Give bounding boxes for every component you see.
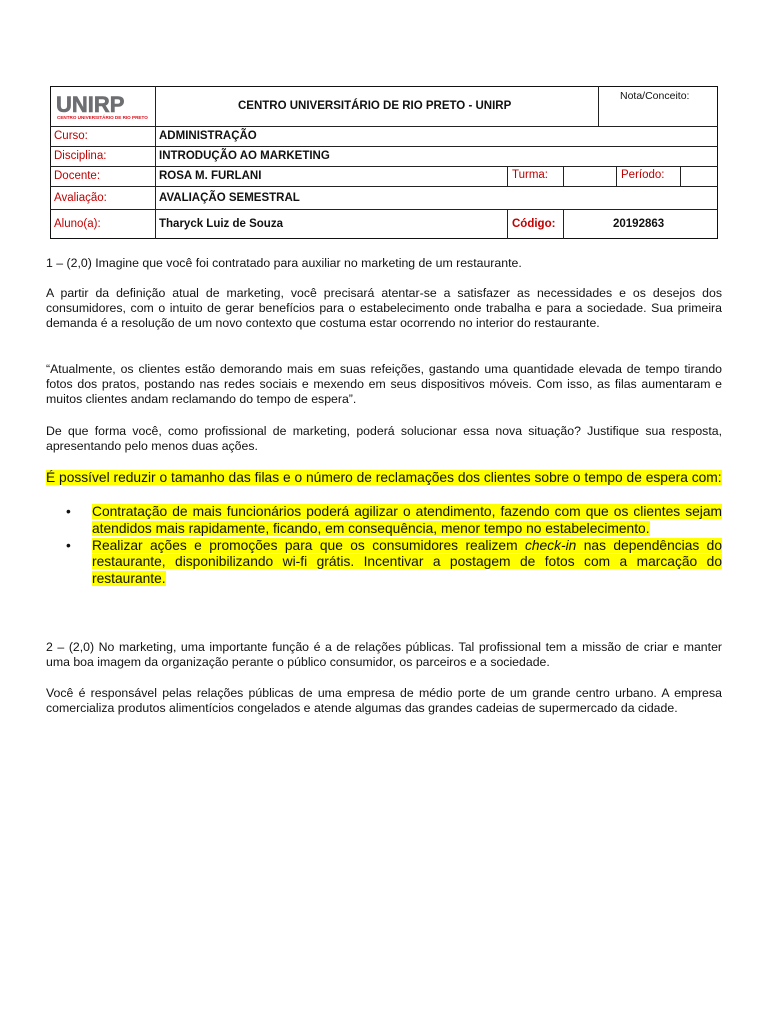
bullet-icon: • <box>66 537 71 553</box>
discipline-label: Disciplina: <box>54 150 107 162</box>
answer-bullet-1: Contratação de mais funcionários poderá agilizar o atendimento, fazendo com que os clientes sejam atendidos mais rapidamente, ficando, em consequência, menor tempo no estabelecimento. <box>92 504 722 536</box>
header-rule <box>50 146 718 147</box>
logo-subtext: CENTRO UNIVERSITÁRIO DE RIO PRETO <box>57 115 148 120</box>
header-rule <box>616 166 617 186</box>
teacher-label: Docente: <box>54 170 101 182</box>
evaluation-label: Avaliação: <box>54 192 107 204</box>
q1-prompt: 1 – (2,0) Imagine que você foi contratado para auxiliar no marketing de um restaurante. <box>46 256 522 270</box>
answer-bullet-2-post: nas dependências do restaurante, disponibilizando wi-fi grátis. Incentivar a postagem de fotos com a marcação do restaurante. <box>92 537 723 587</box>
answer-list <box>46 504 722 588</box>
course-value: ADMINISTRAÇÃO <box>159 130 257 142</box>
header-rule <box>50 186 718 187</box>
header-rule <box>50 126 718 127</box>
student-label: Aluno(a): <box>54 218 101 230</box>
q1-question: De que forma você, como profissional de marketing, poderá solucionar essa nova situação? Justifique sua resposta, apresentando pelo menos duas ações. <box>46 424 722 454</box>
header-rule <box>50 166 718 167</box>
grade-label: Nota/Conceito: <box>620 90 690 102</box>
header-rule <box>155 86 156 239</box>
header-rule <box>563 166 564 186</box>
student-value: Tharyck Luiz de Souza <box>159 218 283 230</box>
answer-intro-text: É possível reduzir o tamanho das filas e o número de reclamações dos clientes sobre o tempo de espera com: <box>46 470 722 485</box>
code-value: 20192863 <box>613 218 665 230</box>
q2-context: Você é responsável pelas relações públicas de uma empresa de médio porte de um grande centro urbano. A empresa comercializa produtos alimentícios congelados e atende algumas das grandes cadeias de supermercado da cidade. <box>46 686 722 716</box>
header-rule <box>563 209 564 239</box>
list-item <box>46 538 722 588</box>
header-rule <box>50 209 718 210</box>
discipline-value: INTRODUÇÃO AO MARKETING <box>159 150 330 162</box>
header-rule <box>680 166 681 186</box>
header-rule <box>507 166 508 186</box>
period-label: Período: <box>621 169 665 181</box>
header-rule <box>598 86 599 127</box>
answer-bullet-2-italic: check-in <box>524 537 577 553</box>
teacher-value: ROSA M. FURLANI <box>159 170 262 182</box>
evaluation-value: AVALIAÇÃO SEMESTRAL <box>159 192 300 204</box>
q1-quote: “Atualmente, os clientes estão demorando mais em suas refeições, gastando uma quantidade elevada de tempo tirando fotos dos pratos, postando nas redes sociais e mexendo em seus dispositivos móveis. Com isso, as filas aumentaram e muitos clientes andam reclamando do tempo de espera”. <box>46 362 722 407</box>
class-label: Turma: <box>512 169 548 181</box>
course-label: Curso: <box>54 130 88 142</box>
logo-text: UNIRP <box>56 93 125 117</box>
code-label: Código: <box>512 218 556 230</box>
q1-context: A partir da definição atual de marketing, você precisará atentar-se a satisfazer as necessidades e os desejos dos consumidores, com o intuito de gerar benefícios para o estabelecimento onde trabalha e para a sociedade. Sua primeira demanda é a resolução de um novo contexto que costuma estar ocorrendo no interior do restaurante. <box>46 286 722 331</box>
bullet-icon: • <box>66 504 71 519</box>
unirp-logo <box>56 93 152 120</box>
answer-intro <box>46 470 722 487</box>
answer-bullet-2-pre: Realizar ações e promoções para que os consumidores realizem <box>92 537 525 553</box>
institution-title: CENTRO UNIVERSITÁRIO DE RIO PRETO - UNIRP <box>238 100 512 112</box>
list-item <box>46 504 722 538</box>
q2-prompt: 2 – (2,0) No marketing, uma importante função é a de relações públicas. Tal profissional tem a missão de criar e manter uma boa imagem da organização perante o público consumidor, os parceiros e a sociedade. <box>46 640 722 670</box>
header-rule <box>507 209 508 239</box>
